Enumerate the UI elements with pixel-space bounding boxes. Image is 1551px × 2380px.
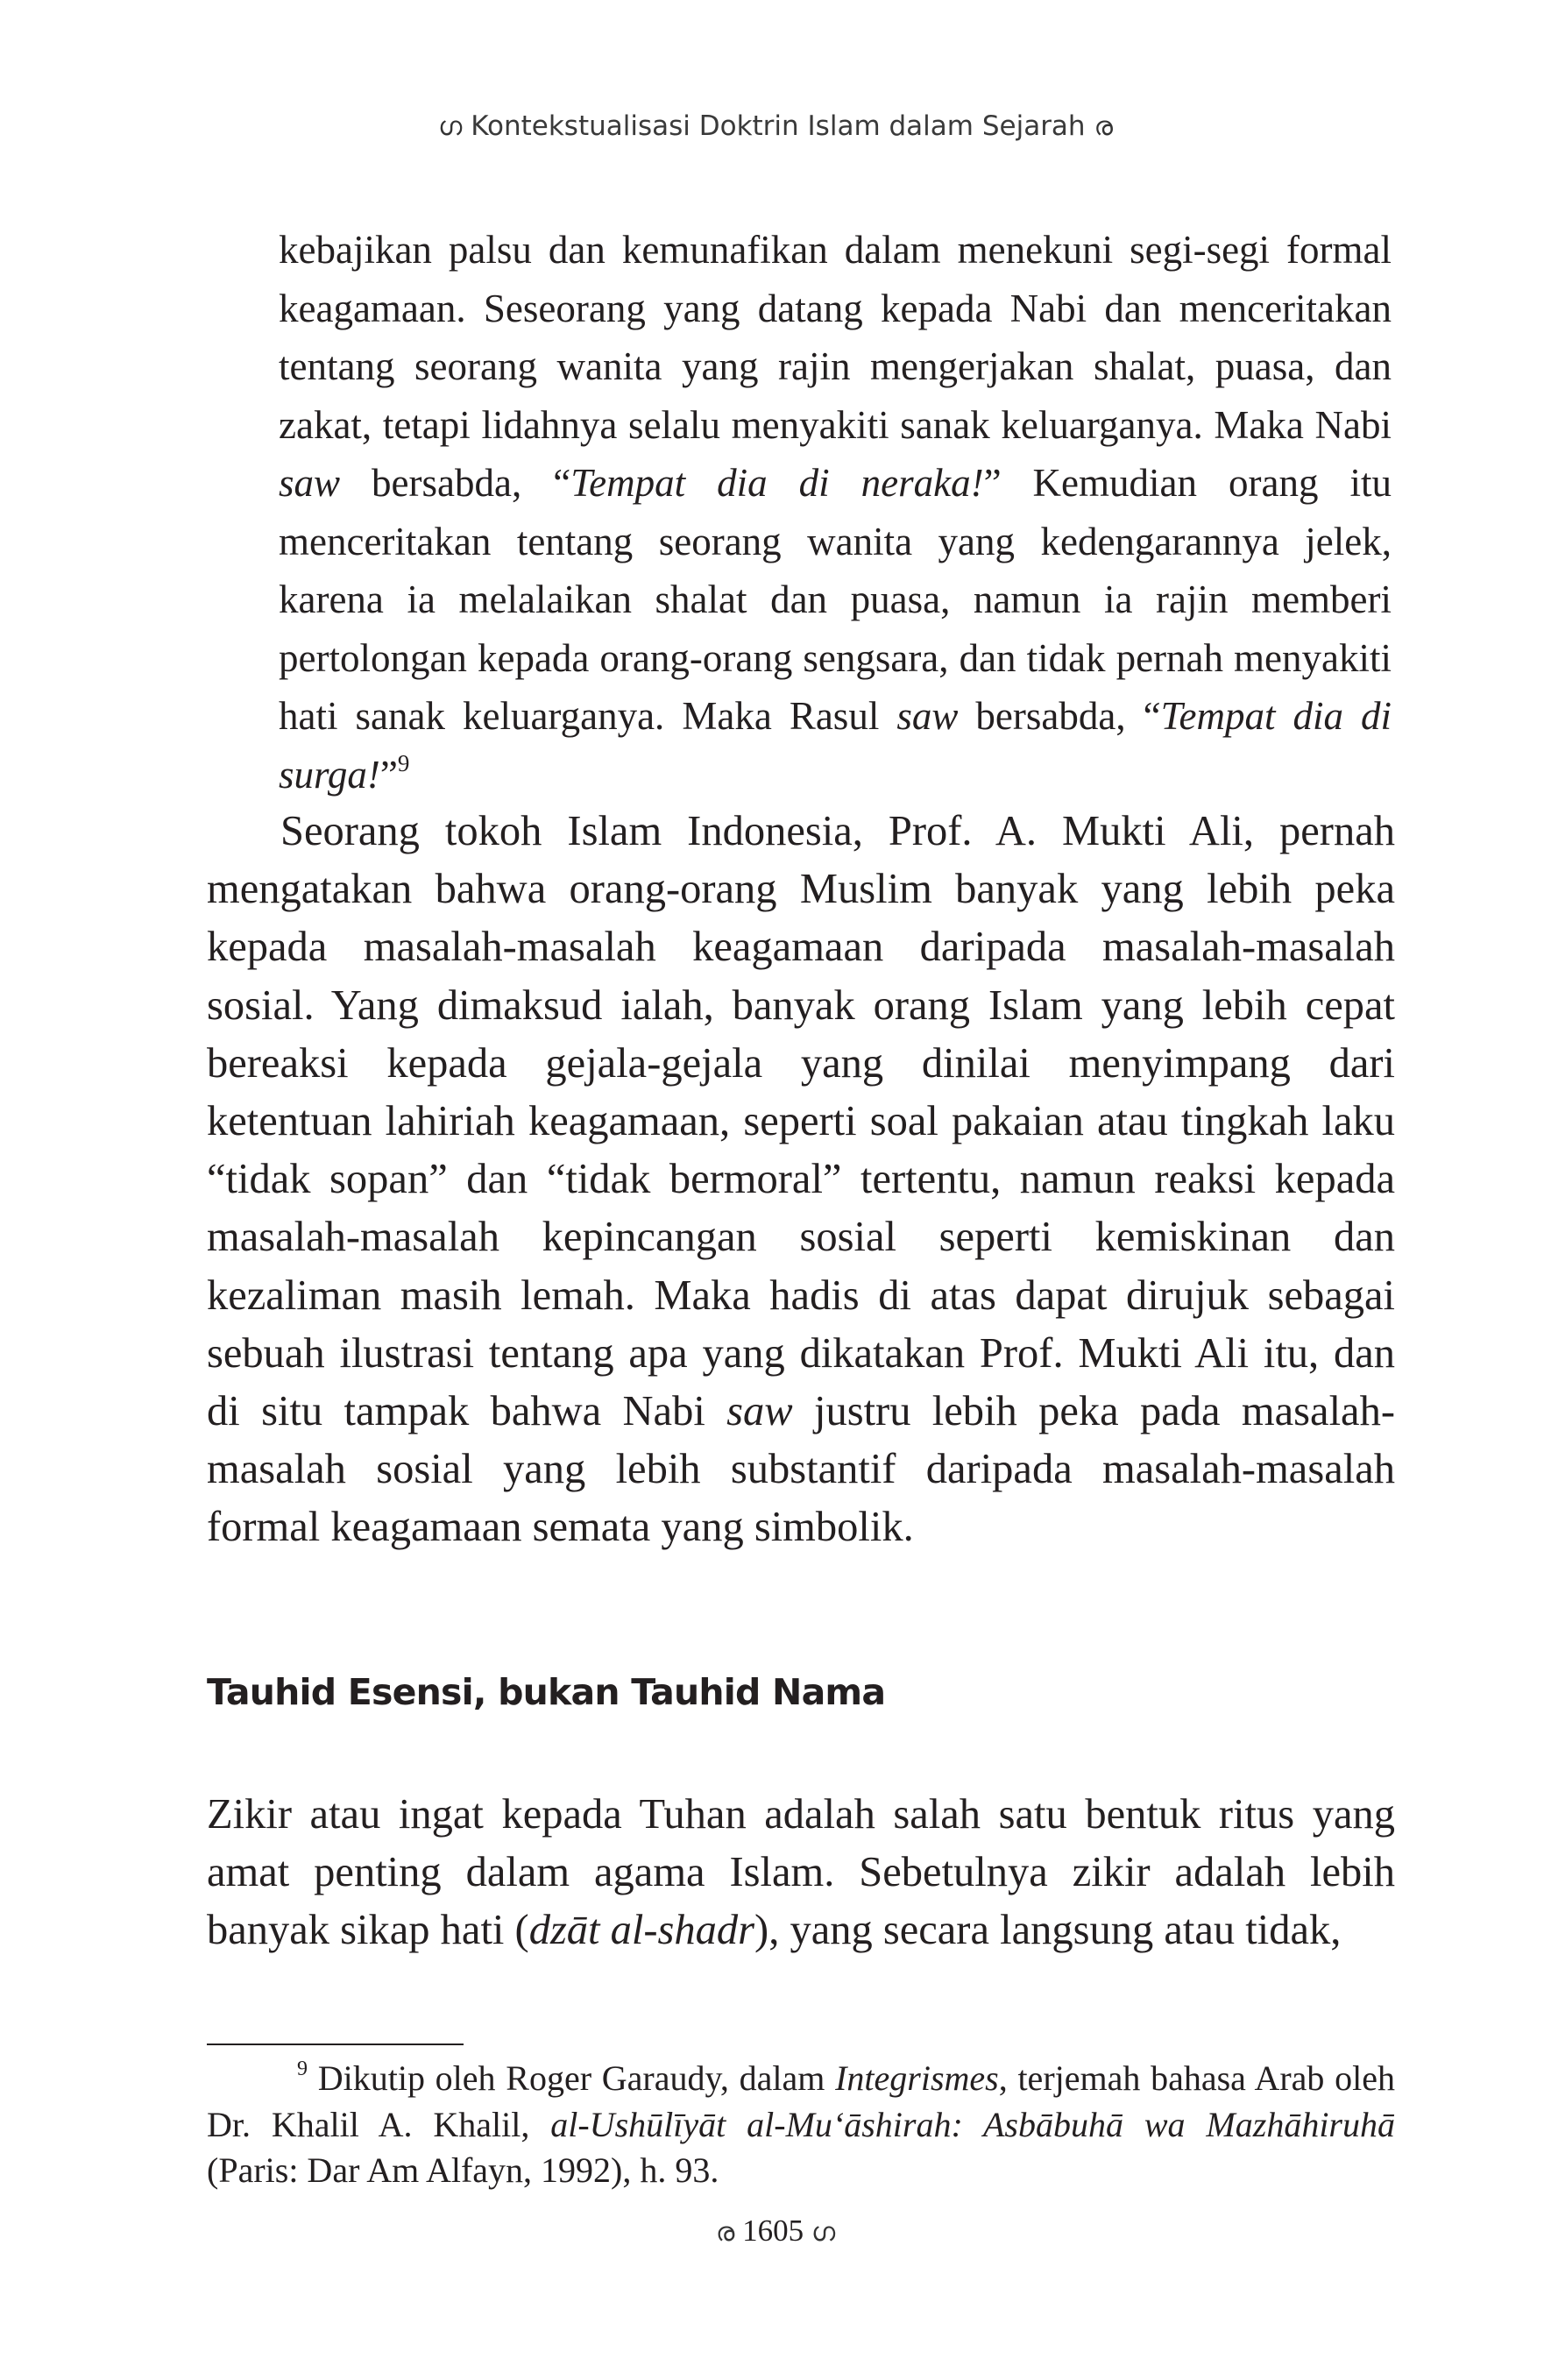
quote-italic-saw: saw	[279, 461, 341, 505]
running-head-title: Kontekstualisasi Doktrin Islam dalam Sejarah	[471, 110, 1086, 142]
quote-text: kebajikan palsu dan kemunafikan dalam menekuni segi-segi formal keagamaan. Seseorang yang datang kepada Nabi dan menceritakan tentang seorang wanita yang rajin mengerjakan shalat, puasa, dan zakat, tetapi lidahnya selalu menyakiti sanak keluarganya. Maka Nabi	[279, 228, 1392, 447]
body-paragraph-zikir	[207, 1786, 1395, 1960]
running-head	[0, 110, 1551, 142]
hadith-quote-block	[279, 221, 1392, 804]
section-heading: Tauhid Esensi, bukan Tauhid Nama	[207, 1671, 886, 1713]
footnote-text: Dikutip oleh Roger Garaudy, dalam	[308, 2058, 836, 2098]
paragraph-text: justru lebih peka pada masalah-masalah sosial yang lebih substantif daripada masalah-masalah formal keagamaan semata yang simbolik.	[207, 1388, 1395, 1551]
ornament-right-icon: ഗ	[811, 2217, 836, 2248]
quote-text: bersabda, “	[340, 461, 571, 505]
footnote-italic-arabic-title: al-Ushūlīyāt al-Mu‘āshirah: Asbābuhā wa Mazhāhiruhā	[550, 2104, 1395, 2144]
footnote-italic-title: Integrismes	[835, 2058, 999, 2098]
quote-text: ” Kemudian orang itu menceritakan tentang seorang wanita yang kedengarannya jelek, karena ia melalaikan shalat dan puasa, namun ia rajin memberi pertolongan kepada orang-orang sengsara, dan tidak pernah menyakiti hati sanak keluarganya. Maka Rasul	[279, 461, 1392, 738]
footnote-text: (Paris: Dar Am Alfayn, 1992), h. 93.	[207, 2150, 719, 2190]
paragraph-italic-term: dzāt al-shadr	[528, 1907, 755, 1954]
quote-italic-saw: saw	[896, 694, 959, 738]
footnote	[207, 2056, 1395, 2194]
body-paragraph-mukti-ali	[207, 803, 1395, 1557]
paragraph-text: ), yang secara langsung atau tidak,	[754, 1907, 1342, 1954]
quote-text: bersabda, “	[958, 694, 1161, 738]
paragraph-text: Zikir atau ingat kepada Tuhan adalah salah satu bentuk ritus yang amat penting dalam agama Islam. Sebetulnya zikir adalah lebih banyak sikap hati (	[207, 1791, 1395, 1954]
page-number	[0, 2214, 1551, 2249]
footnote-separator	[207, 2044, 464, 2045]
ornament-right-icon: ര	[1094, 111, 1113, 142]
footnote-text: , terjemah bahasa Arab oleh Dr. Khalil A. Khalil,	[207, 2058, 1396, 2144]
footnote-number: 9	[297, 2058, 308, 2081]
footnote-reference[interactable]: 9	[397, 749, 410, 776]
paragraph-italic-saw: saw	[726, 1388, 793, 1435]
quote-text: ”	[379, 752, 398, 797]
ornament-left-icon: ര	[715, 2217, 735, 2248]
ornament-left-icon: ഗ	[438, 111, 463, 142]
paragraph-text: Seorang tokoh Islam Indonesia, Prof. A. Mukti Ali, pernah mengatakan bahwa orang-orang Muslim banyak yang lebih peka kepada masalah-masalah keagamaan daripada masalah-masalah sosial. Yang dimaksud ialah, banyak orang Islam yang lebih cepat bereaksi kepada gejala-gejala yang dinilai menyimpang dari ketentuan lahiriah keagamaan, seperti soal pakaian atau tingkah laku “tidak sopan” dan “tidak bermoral” tertentu, namun reaksi kepada masalah-masalah kepincangan sosial seperti kemiskinan dan kezaliman masih lemah. Maka hadis di atas dapat dirujuk sebagai sebuah ilustrasi tentang apa yang dikatakan Prof. Mukti Ali itu, dan di situ tampak bahwa Nabi	[207, 808, 1395, 1435]
quote-italic-surga: Tempat dia di surga!	[279, 694, 1392, 797]
page-number-value: 1605	[742, 2214, 804, 2248]
quote-italic-neraka: Tempat dia di neraka!	[570, 461, 984, 505]
